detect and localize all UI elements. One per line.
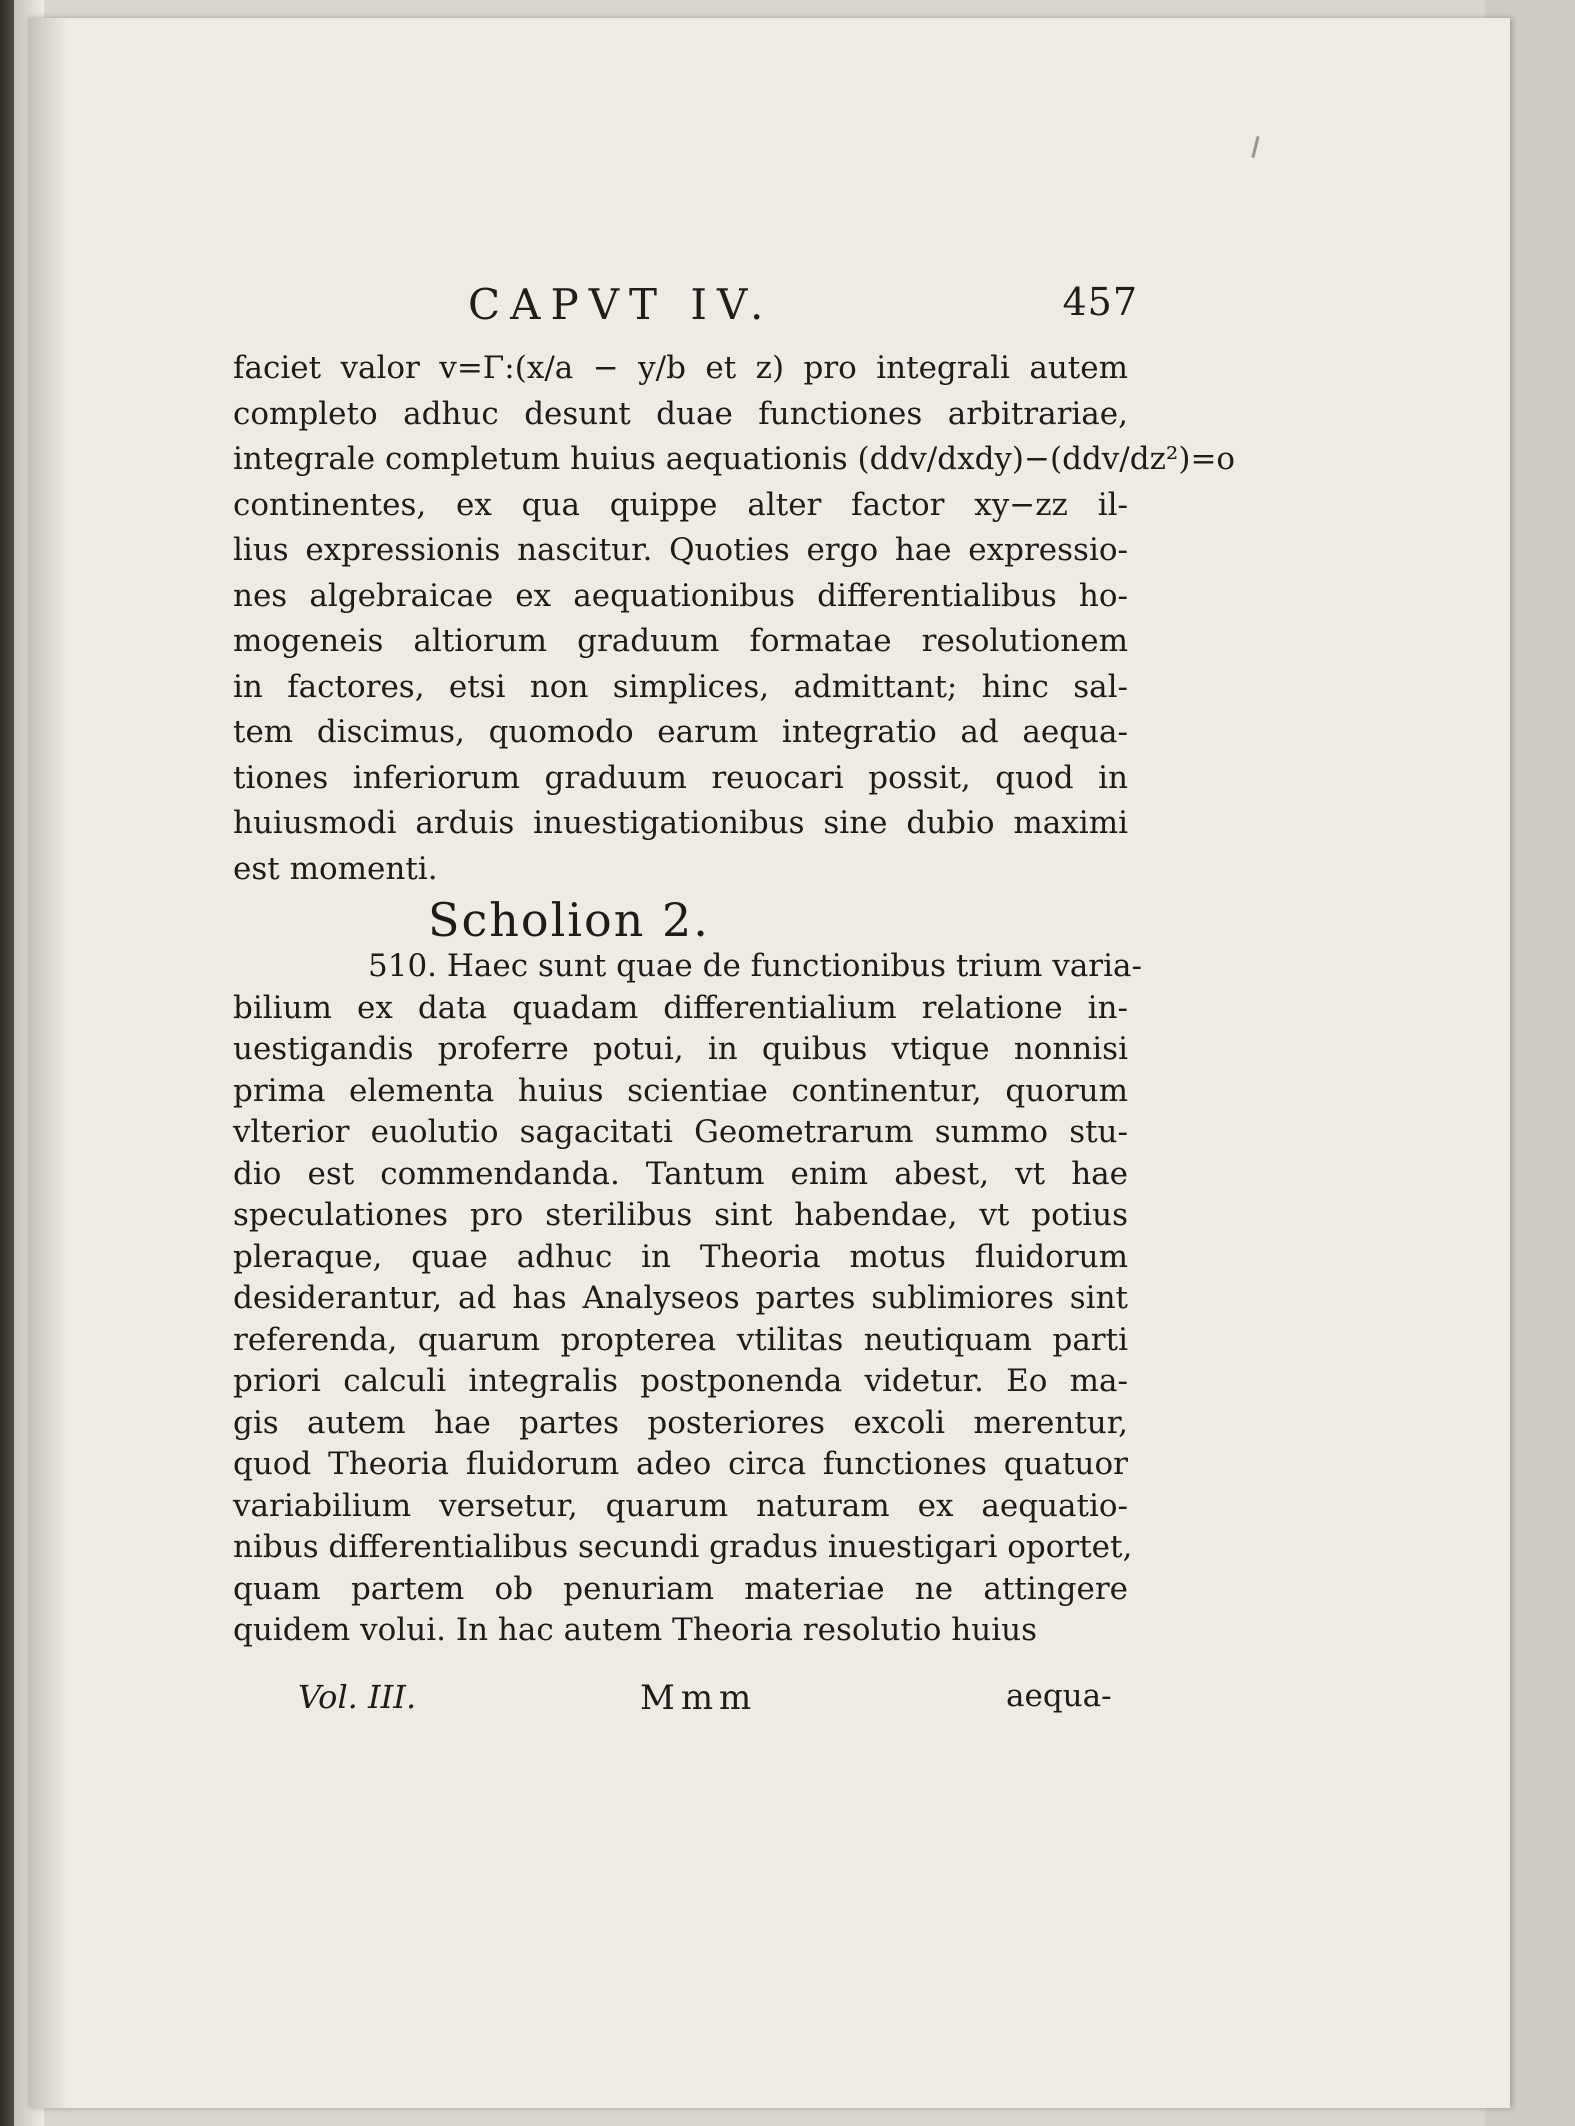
page-number: 457 [1062, 280, 1138, 324]
text-line: referenda, quarum propterea vtilitas neutiquam parti [233, 1321, 1128, 1358]
pencil-mark [1251, 136, 1259, 158]
text-line: pleraque, quae adhuc in Theoria motus fluidorum [233, 1238, 1128, 1275]
text-line: vlterior euolutio sagacitati Geometrarum summo stu- [233, 1114, 1128, 1150]
text-line: dio est commendanda. Tantum enim abest, vt hae [233, 1155, 1128, 1192]
text-line: desiderantur, ad has Analyseos partes sublimiores sint [233, 1280, 1128, 1316]
footer-catchword: aequa- [1006, 1678, 1112, 1714]
running-header [468, 280, 1138, 340]
text-line: speculationes pro sterilibus sint habendae, vt potius [233, 1197, 1128, 1233]
text-line: huiusmodi arduis inuestigationibus sine dubio maximi [233, 805, 1128, 841]
scholion-heading: Scholion 2. [428, 893, 710, 947]
text-line: nibus differentialibus secundi gradus inuestigari oportet, [233, 1529, 1133, 1565]
text-line: gis autem hae partes posteriores excoli merentur, [233, 1404, 1128, 1441]
text-line: tiones inferiorum graduum reuocari possit, quod in [233, 759, 1128, 796]
text-line: nes algebraicae ex aequationibus differentialibus ho- [233, 577, 1128, 614]
book-page [28, 18, 1510, 2108]
chapter-title: CAPVT IV. [468, 280, 774, 329]
text-line: in factores, etsi non simplices, admittant; hinc sal- [233, 668, 1128, 705]
page-gutter-shadow [28, 18, 68, 2108]
text-line: continentes, ex qua quippe alter factor xy−zz il- [233, 486, 1128, 523]
text-line: quidem volui. In hac autem Theoria resolutio huius [233, 1612, 1038, 1648]
text-line: integrale completum huius aequationis (ddv/dxdy)−(ddv/dz²)=o [233, 441, 1236, 477]
text-line: uestigandis proferre potui, in quibus vtique nonnisi [233, 1031, 1128, 1067]
text-line: completo adhuc desunt duae functiones arbitrariae, [233, 395, 1128, 432]
text-line: est momenti. [233, 850, 438, 887]
text-line: prima elementa huius scientiae continentur, quorum [233, 1072, 1128, 1109]
text-line: faciet valor v=Γ:(x/a − y/b et z) pro integrali autem [233, 350, 1128, 386]
text-line: variabilium versetur, quarum naturam ex aequatio- [233, 1487, 1128, 1524]
footer-signature: Mmm [640, 1678, 758, 1718]
text-line: quod Theoria fluidorum adeo circa functiones quatuor [233, 1446, 1128, 1482]
text-line: quam partem ob penuriam materiae ne attingere [233, 1570, 1128, 1607]
text-line: bilium ex data quadam differentialium relatione in- [233, 989, 1128, 1026]
text-line: lius expressionis nascitur. Quoties ergo hae expressio- [233, 532, 1128, 568]
text-line: tem discimus, quomodo earum integratio ad aequa- [233, 714, 1128, 750]
text-line: mogeneis altiorum graduum formatae resolutionem [233, 623, 1128, 659]
text-line: 510. Haec sunt quae de functionibus trium varia- [368, 948, 1142, 984]
footer-volume: Vol. III. [298, 1678, 417, 1716]
text-line: priori calculi integralis postponenda videtur. Eo ma- [233, 1363, 1128, 1399]
